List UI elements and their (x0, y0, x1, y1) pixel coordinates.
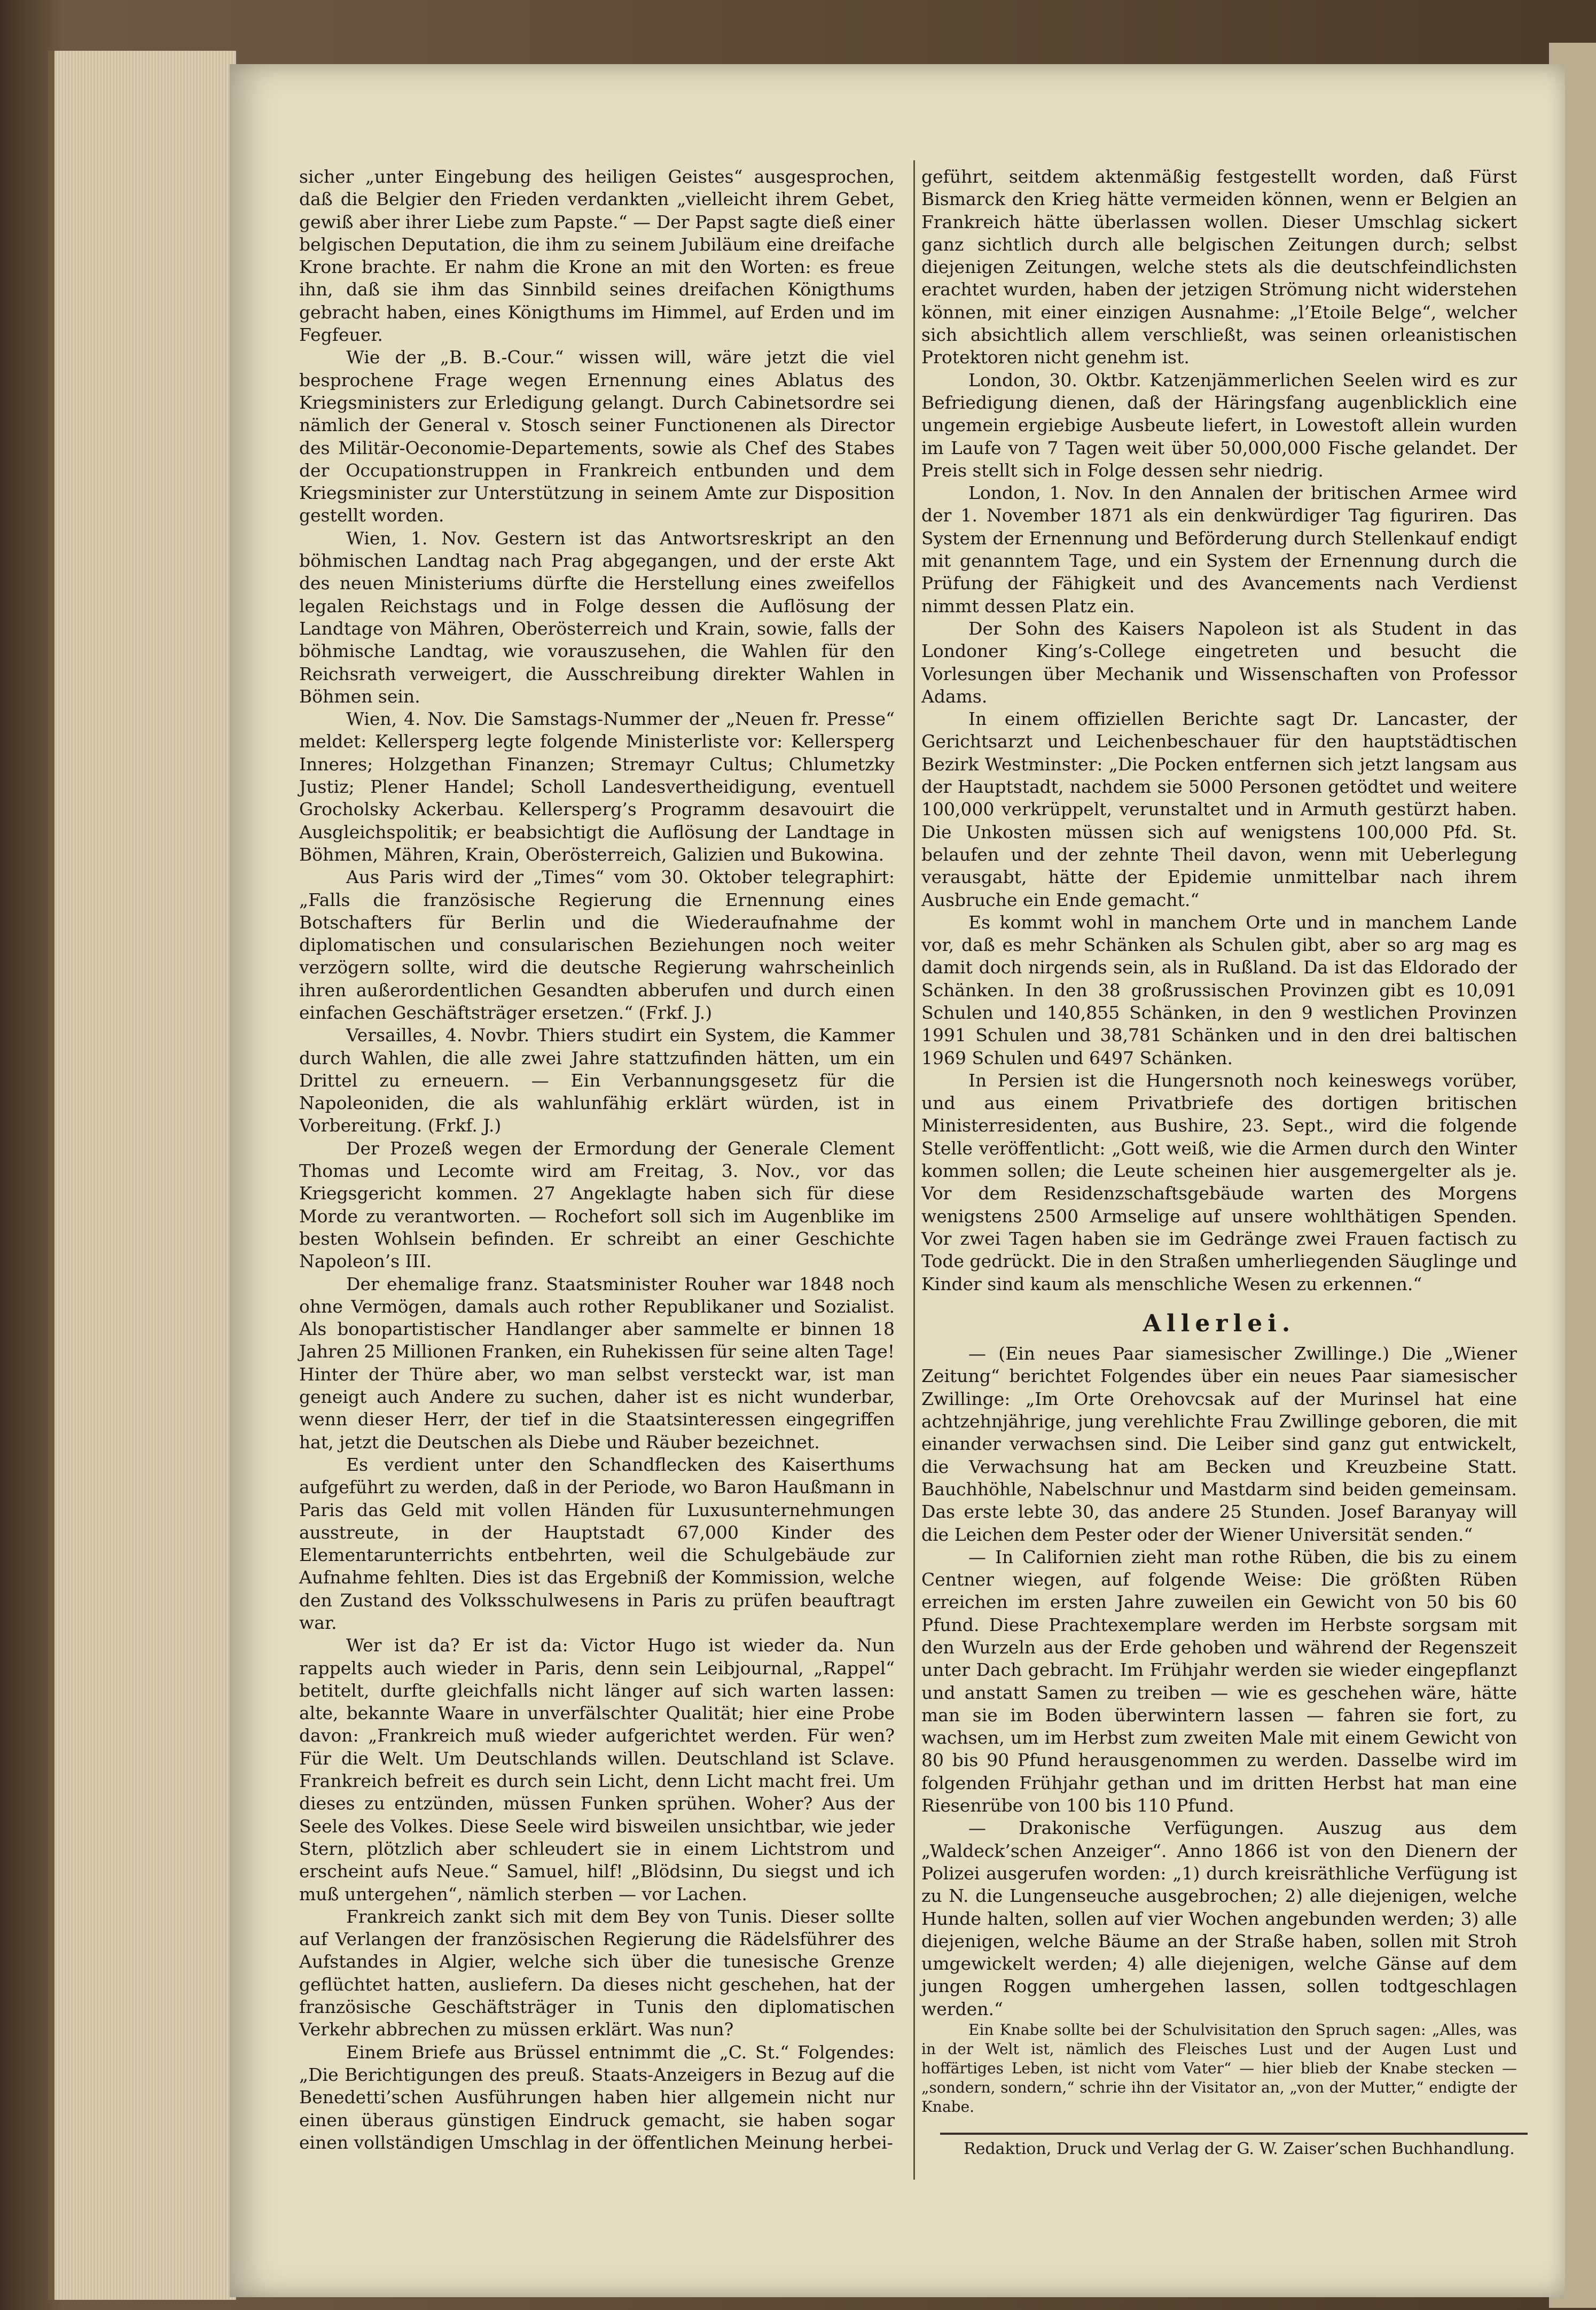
article-paragraph: In einem offiziellen Berichte sagt Dr. Lancaster, der Gerichtsarzt und Leichenbeschauer für den hauptstädtischen Bezirk Westminster: „Die Pocken entfernen sich jetzt langsam aus der Hauptstadt, nachdem sie 5000 Personen getödtet und weitere 100,000 verkrüppelt, verunstaltet und in Armuth gestürzt haben. Die Unkosten müssen sich auf wenigstens 100,000 Pfd. St. belaufen und der zehnte Theil davon, wenn mit Ueberlegung verausgabt, hätte der Epidemie unmittelbar nach ihrem Ausbruche ein Ende gemacht.“ (921, 708, 1517, 910)
article-paragraph: Einem Briefe aus Brüssel entnimmt die „C. St.“ Folgendes: „Die Berichtigungen des preuß. Staats-Anzeigers in Bezug auf die Benedetti’schen Ausführungen haben hier allgemein nicht nur einen überaus günstigen Eindruck gemacht, sie haben sogar einen vollständigen Umschlag in der öffentlichen Meinung herbei- (299, 2041, 895, 2153)
section-title: Allerlei. (1143, 1309, 1296, 1337)
anecdote-paragraph: Ein Knabe sollte bei der Schulvisitation den Spruch sagen: „Alles, was in der Welt ist, nämlich des Fleisches Lust und der Augen Lust und hoffärtiges Leben, ist nicht vom Vater“ — hier blieb der Knabe stecken — „sondern, sondern,“ schrie ihn der Visitator an, „von der Mutter,“ endigte der Knabe. (921, 2021, 1517, 2116)
article-paragraph: — In Californien zieht man rothe Rüben, die bis zu einem Centner wiegen, auf folgende Weise: Die größten Rüben erreichen im ersten Jahre zuweilen ein Gewicht von 50 bis 60 Pfund. Diese Prachtexemplare werden im Herbste sorgsam mit den Wurzeln aus der Erde gehoben und während der Regenszeit unter Dach gebracht. Im Frühjahr werden sie wieder eingepflanzt und anstatt Samen zu treiben — wie es geschehen wäre, hätte man sie im Boden überwintern lassen — fahren sie fort, zu wachsen, um im Herbst zum zweiten Male mit einem Gewicht von 80 bis 90 Pfund herausgenommen zu werden. Dasselbe wird im folgenden Frühjahr gethan und im dritten Herbst hat man eine Riesenrübe von 100 bis 110 Pfund. (921, 1546, 1517, 1816)
article-paragraph: Es verdient unter den Schandflecken des Kaiserthums aufgeführt zu werden, daß in der Periode, wo Baron Haußmann in Paris das Geld mit vollen Händen für Luxusunternehmungen ausstreute, in der Hauptstadt 67,000 Kinder des Elementarunterrichts entbehrten, weil die Schulgebäude zur Aufnahme fehlten. Dies ist das Ergebniß der Kommission, welche den Zustand des Volksschulwesens in Paris zu prüfen beauftragt war. (299, 1454, 895, 1633)
left-column (299, 166, 895, 2180)
article-paragraph: Wer ist da? Er ist da: Victor Hugo ist wieder da. Nun rappelts auch wieder in Paris, denn sein Leibjournal, „Rappel“ betitelt, durfte gleichfalls nicht länger auf sich warten lassen: alte, bekannte Waare in unverfälschter Qualität; hier eine Probe davon: „Frankreich muß wieder aufgerichtet werden. Für wen? Für die Welt. Um Deutschlands willen. Deutschland ist Sclave. Frankreich befreit es durch sein Licht, denn Licht macht frei. Um dieses zu entzünden, müssen Funken sprühen. Woher? Aus der Seele des Volkes. Diese Seele wird bisweilen unsichtbar, wie jeder Stern, plötzlich aber schleudert sie in einem Lichtstrom und erscheint aufs Neue.“ Samuel, hilf! „Blödsinn, Du siegst und ich muß untergehen“, nämlich sterben — vor Lachen. (299, 1635, 895, 1905)
article-paragraph: Der Prozeß wegen der Ermordung der Generale Clement Thomas und Lecomte wird am Freitag, 3. Nov., vor das Kriegsgericht kommen. 27 Angeklagte haben sich für diese Morde zu verantworten. — Rochefort soll sich im Augenblike im besten Wohlsein befinden. Er schreibt an einer Geschichte Napoleon’s III. (299, 1137, 895, 1272)
imprint-line: Redaktion, Druck und Verlag der G. W. Zaiser’schen Buchhandlung. (964, 2140, 1515, 2158)
article-paragraph: geführt, seitdem aktenmäßig festgestellt worden, daß Fürst Bismarck den Krieg hätte vermeiden können, wenn er Belgien an Frankreich hätte überlassen wollen. Dieser Umschlag sickert ganz sichtlich durch alle belgischen Zeitungen durch; selbst diejenigen Zeitungen, welche stets als die deutschfeindlichsten erachtet wurden, haben der jetzigen Strömung nicht widerstehen können, mit einer einzigen Ausnahme: „l’Etoile Belge“, welcher sich absichtlich allem verschließt, was seinen orleanistischen Protektoren nicht genehm ist. (921, 166, 1517, 368)
article-paragraph: Wien, 1. Nov. Gestern ist das Antwortsreskript an den böhmischen Landtag nach Prag abgegangen, und der erste Akt des neuen Ministeriums dürfte die Herstellung eines zweifellos legalen Reichstags und in Folge dessen die Auflösung der Landtage von Mähren, Oberösterreich und Krain, sowie, falls der böhmische Landtag, wie vorauszusehen, die Wahlen für den Reichsrath verweigert, die Ausschreibung direkter Wahlen in Böhmen sein. (299, 527, 895, 707)
article-paragraph: Der Sohn des Kaisers Napoleon ist als Student in das Londoner King’s-College eingetreten und besucht die Vorlesungen über Mechanik und Wissenschaften von Professor Adams. (921, 618, 1517, 707)
article-paragraph: Aus Paris wird der „Times“ vom 30. Oktober telegraphirt: „Falls die französische Regierung die Ernennung eines Botschafters für Berlin und die Wiederaufnahme der diplomatischen und consularischen Beziehungen noch weiter verzögern sollte, wird die deutsche Regierung wahrscheinlich ihren außerordentlichen Gesandten abberufen und durch einen einfachen Geschäftsträger ersetzen.“ (Frkf. J.) (299, 867, 895, 1023)
article-paragraph: Es kommt wohl in manchem Orte und in manchem Lande vor, daß es mehr Schänken als Schulen gibt, aber so arg mag es damit doch nirgends sein, als in Rußland. Da ist das Eldorado der Schänken. In den 38 großrussischen Provinzen gibt es 10,091 Schulen und 140,855 Schänken, in den 9 westlichen Provinzen 1991 Schulen und 38,781 Schänken und in den drei baltischen 1969 Schulen und 6497 Schänken. (921, 911, 1517, 1068)
right-column (921, 166, 1517, 2174)
article-paragraph: London, 1. Nov. In den Annalen der britischen Armee wird der 1. November 1871 als ein denkwürdiger Tag figuriren. Das System der Ernennung und Beförderung durch Stellenkauf endigt mit genanntem Tage, und ein System der Ernennung durch die Prüfung der Fähigkeit und des Avancements nach Verdienst nimmt dessen Platz ein. (921, 482, 1517, 616)
article-paragraph: London, 30. Oktbr. Katzenjämmerlichen Seelen wird es zur Befriedigung dienen, daß der Häringsfang augenblicklich eine ungemein ergiebige Ausbeute liefert, in Lowestoft allein wurden im Laufe von 7 Tagen weit über 50,000,000 Fische gelandet. Der Preis stellt sich in Folge dessen sehr niedrig. (921, 369, 1517, 481)
article-paragraph: In Persien ist die Hungersnoth noch keineswegs vorüber, und aus einem Privatbriefe des dortigen britischen Ministerresidenten, aus Bushire, 23. Sept., wird die folgende Stelle veröffentlicht: „Gott weiß, wie die Armen durch den Winter kommen sollen; die Leute scheinen hier ausgemergelter als je. Vor dem Residenzschaftsgebäude warten des Morgens wenigstens 2500 Armselige auf unsere wohlthätigen Spenden. Vor zwei Tagen haben sie im Gedränge zwei Frauen factisch zu Tode gedrückt. Die in den Straßen umherliegenden Säuglinge und Kinder sind kaum als menschliche Wesen zu erkennen.“ (921, 1070, 1517, 1294)
article-paragraph: Der ehemalige franz. Staatsminister Rouher war 1848 noch ohne Vermögen, damals auch rother Republikaner und Sozialist. Als bonopartistischer Handlanger aber sammelte er binnen 18 Jahren 25 Millionen Franken, ein Ruhekissen für seine alten Tage! Hinter der Thüre aber, wo man selbst versteckt war, ist man geneigt auch Andere zu suchen, daher ist es nicht wunderbar, wenn dieser Herr, der tief in die Staatsinteressen eingegriffen hat, jetzt die Deutschen als Diebe und Räuber bezeichnet. (299, 1273, 895, 1453)
imprint-rule (940, 2133, 1528, 2135)
article-paragraph: Wie der „B. B.-Cour.“ wissen will, wäre jetzt die viel besprochene Frage wegen Ernennung eines Ablatus des Kriegsministers zur Erledigung gelangt. Durch Cabinetsordre sei nämlich der General v. Stosch seiner Functionenen als Director des Militär-Oeconomie-Departements, sowie als Chef des Stabes der Occupationstruppen in Frankreich entbunden und dem Kriegsminister zur Unterstützung in seinem Amte zur Disposition gestellt worden. (299, 347, 895, 526)
article-paragraph: — (Ein neues Paar siamesischer Zwillinge.) Die „Wiener Zeitung“ berichtet Folgendes über ein neues Paar siamesischer Zwillinge: „Im Orte Orehovcsak auf der Murinsel hat eine achtzehnjährige, jung verehlichte Frau Zwillinge geboren, die mit einander verwachsen sind. Die Leiber sind ganz gut entwickelt, die Verwachsung hat am Becken und Kreuzbeine Statt. Bauchhöhle, Nabelschnur und Mastdarm sind beiden gemeinsam. Das erste lebte 30, das andere 25 Stunden. Josef Baranyay will die Leichen dem Pester oder der Wiener Universität senden.“ (921, 1343, 1517, 1545)
article-paragraph: Wien, 4. Nov. Die Samstags-Nummer der „Neuen fr. Presse“ meldet: Kellersperg legte folgende Ministerliste vor: Kellersperg Inneres; Holzgethan Finanzen; Stremayr Cultus; Chlumetzky Justiz; Plener Handel; Scholl Landesvertheidigung, eventuell Grocholsky Ackerbau. Kellersperg’s Programm desavouirt die Ausgleichspolitik; er beabsichtigt die Auflösung der Landtage in Böhmen, Mähren, Krain, Oberösterreich, Galizien und Bukowina. (299, 708, 895, 865)
article-paragraph: Frankreich zankt sich mit dem Bey von Tunis. Dieser sollte auf Verlangen der französischen Regierung die Rädelsführer des Aufstandes in Algier, welche sich über die tunesische Grenze geflüchtet hatten, ausliefern. Da dieses nicht geschehen, hat der französische Geschäftsträger in Tunis den diplomatischen Verkehr abbrechen zu müssen erklärt. Was nun? (299, 1906, 895, 2040)
article-paragraph: sicher „unter Eingebung des heiligen Geistes“ ausgesprochen, daß die Belgier den Frieden verdankten „vielleicht ihrem Gebet, gewiß aber ihrer Liebe zum Papste.“ — Der Papst sagte dieß einer belgischen Deputation, die ihm zu seinem Jubiläum eine dreifache Krone brachte. Er nahm die Krone an mit den Worten: es freue ihn, daß sie ihm das Sinnbild seines dreifachen Königthums gebracht haben, eines Königthums im Himmel, auf Erden und im Fegfeuer. (299, 166, 895, 346)
article-paragraph: — Drakonische Verfügungen. Auszug aus dem „Waldeck’schen Anzeiger“. Anno 1866 ist von den Dienern der Polizei ausgerufen worden: „1) durch kreisräthliche Verfügung ist zu N. die Lungenseuche ausgebrochen; 2) alle diejenigen, welche Hunde halten, sollen auf vier Wochen angebunden werden; 3) alle diejenigen, welche Bäume an der Straße haben, sollen mit Stroh umgewickelt werden; 4) alle diejenigen, welche Gänse auf dem jungen Roggen umhergehen lassen, sollen todtgeschlagen werden.“ (921, 1817, 1517, 2019)
column-divider (913, 160, 915, 2180)
book-page-edges (48, 51, 236, 2300)
article-paragraph: Versailles, 4. Novbr. Thiers studirt ein System, die Kammer durch Wahlen, die alle zwei Jahre stattzufinden hätten, um ein Drittel zu erneuern. — Ein Verbannungsgesetz für die Napoleoniden, die als wahlunfähig erklärt würden, ist in Vorbereitung. (Frkf. J.) (299, 1025, 895, 1136)
